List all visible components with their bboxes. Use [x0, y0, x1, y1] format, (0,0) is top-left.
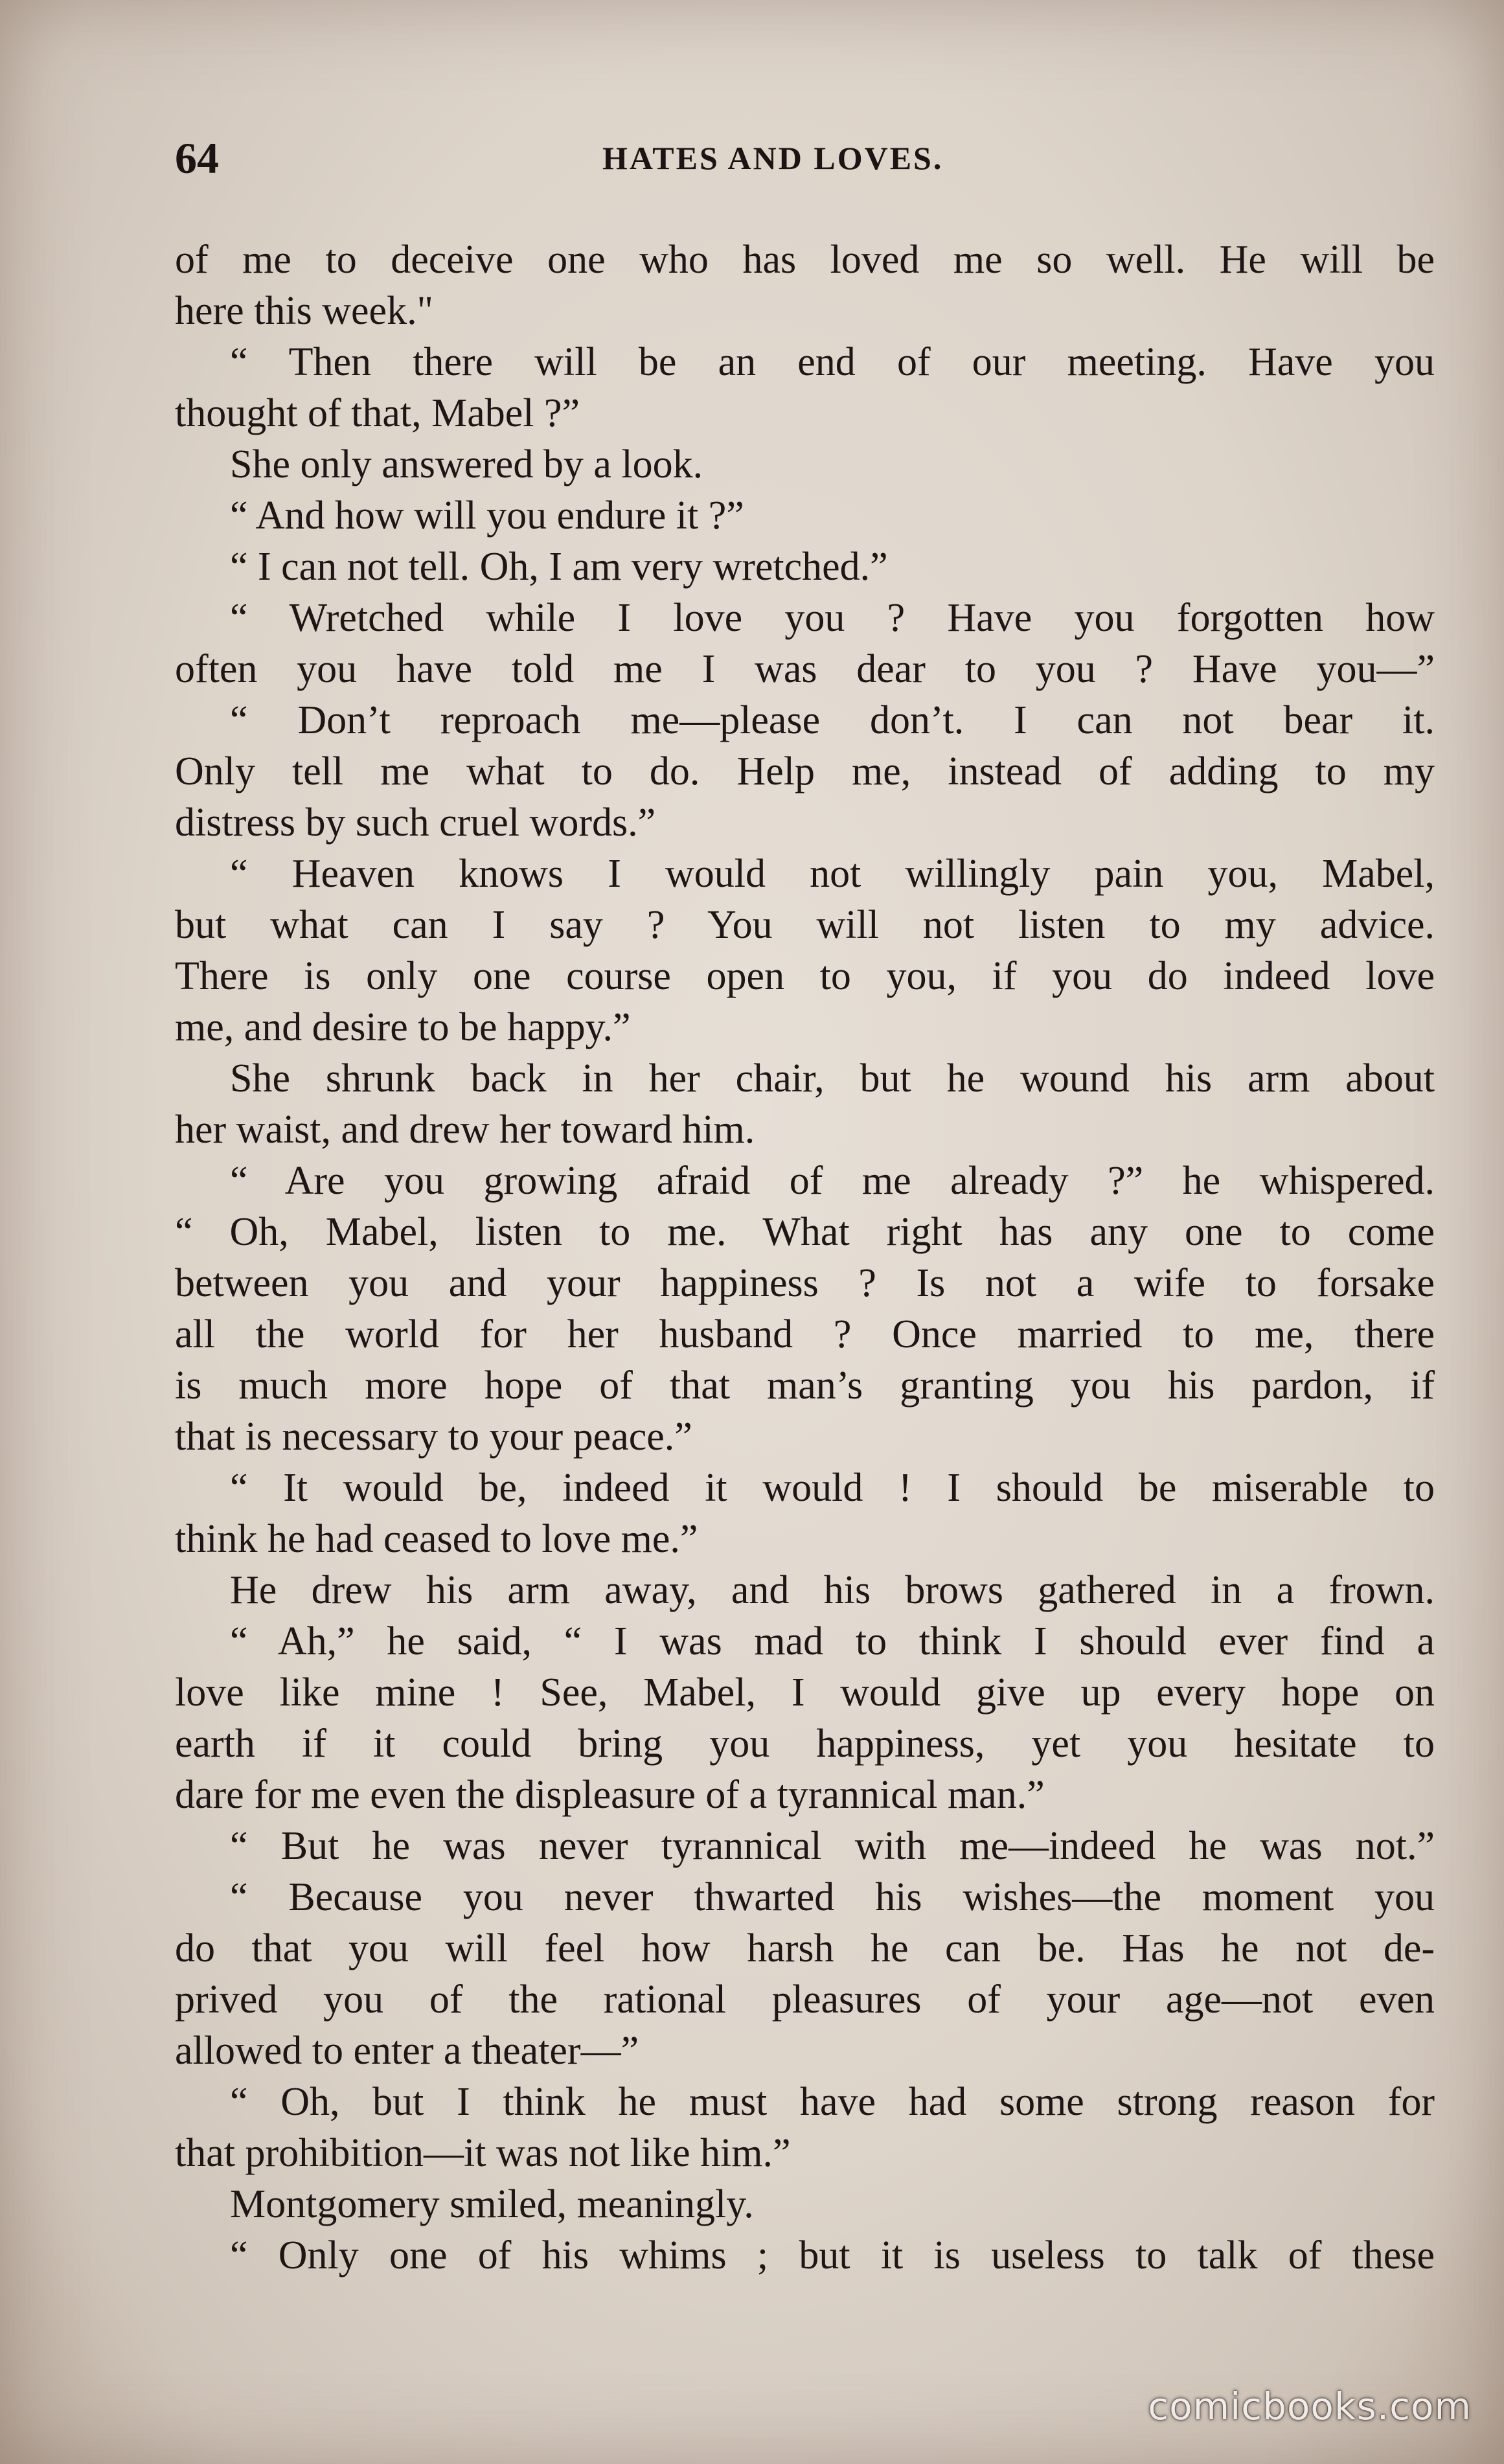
- text-line: “ Don’t reproach me—please don’t. I can not bear it.: [230, 698, 1435, 742]
- text-line: “ Only one of his whims ; but it is useless to talk of these: [230, 2233, 1435, 2277]
- text-line: between you and your happiness ? Is not a wife to forsake: [175, 1261, 1435, 1305]
- text-line: “ Because you never thwarted his wishes—the moment you: [230, 1875, 1435, 1919]
- text-line: “ Then there will be an end of our meeting. Have you: [230, 340, 1435, 384]
- text-line: me, and desire to be happy.”: [175, 1005, 631, 1049]
- text-line: She shrunk back in her chair, but he wound his arm about: [230, 1056, 1435, 1101]
- text-line: There is only one course open to you, if you do indeed love: [175, 954, 1435, 998]
- text-line: here this week.": [175, 289, 433, 333]
- text-line: “ Oh, but I think he must have had some strong reason for: [230, 2080, 1435, 2124]
- text-line: often you have told me I was dear to you ? Have you—”: [175, 647, 1435, 691]
- text-line: dare for me even the displeasure of a tyrannical man.”: [175, 1773, 1045, 1817]
- text-line: prived you of the rational pleasures of your age—not even: [175, 1978, 1435, 2022]
- text-line: think he had ceased to love me.”: [175, 1517, 698, 1561]
- text-line: distress by such cruel words.”: [175, 801, 656, 845]
- text-line: is much more hope of that man’s granting you his pardon, if: [175, 1363, 1435, 1408]
- text-line: She only answered by a look.: [230, 442, 703, 486]
- text-line: of me to deceive one who has loved me so well. He will be: [175, 238, 1435, 282]
- text-line: “ Are you growing afraid of me already ?” he whispered.: [230, 1159, 1435, 1203]
- text-line: “ It would be, indeed it would ! I should be miserable to: [230, 1466, 1435, 1510]
- text-line: but what can I say ? You will not listen to my advice.: [175, 903, 1435, 947]
- text-line: thought of that, Mabel ?”: [175, 391, 580, 435]
- text-line: “ I can not tell. Oh, I am very wretched.”: [230, 545, 888, 589]
- text-line: allowed to enter a theater—”: [175, 2029, 639, 2073]
- text-line: Montgomery smiled, meaningly.: [230, 2182, 754, 2226]
- page-number: 64: [175, 133, 219, 183]
- text-line: love like mine ! See, Mabel, I would give up every hope on: [175, 1671, 1435, 1715]
- running-head: [175, 133, 1438, 191]
- watermark: comicbooks.com: [1148, 2384, 1472, 2428]
- text-line: “ Ah,” he said, “ I was mad to think I should ever find a: [230, 1619, 1435, 1663]
- text-line: earth if it could bring you happiness, yet you hesitate to: [175, 1722, 1435, 1766]
- text-line: “ Wretched while I love you ? Have you forgotten how: [230, 596, 1435, 640]
- text-line: Only tell me what to do. Help me, instead of adding to my: [175, 749, 1435, 793]
- body-text: [175, 234, 1435, 2281]
- running-title: HATES AND LOVES.: [602, 140, 944, 176]
- text-line: He drew his arm away, and his brows gathered in a frown.: [230, 1568, 1435, 1612]
- text-line: all the world for her husband ? Once married to me, there: [175, 1312, 1435, 1356]
- text-line: do that you will feel how harsh he can be. Has he not de-: [175, 1926, 1435, 1970]
- text-line: her waist, and drew her toward him.: [175, 1108, 755, 1152]
- text-line: “ Heaven knows I would not willingly pain you, Mabel,: [230, 852, 1435, 896]
- text-line: that prohibition—it was not like him.”: [175, 2131, 791, 2175]
- text-line: “ And how will you endure it ?”: [230, 494, 744, 538]
- text-line: “ Oh, Mabel, listen to me. What right has any one to come: [175, 1210, 1435, 1254]
- text-line: that is necessary to your peace.”: [175, 1415, 692, 1459]
- text-line: “ But he was never tyrannical with me—indeed he was not.”: [230, 1824, 1435, 1868]
